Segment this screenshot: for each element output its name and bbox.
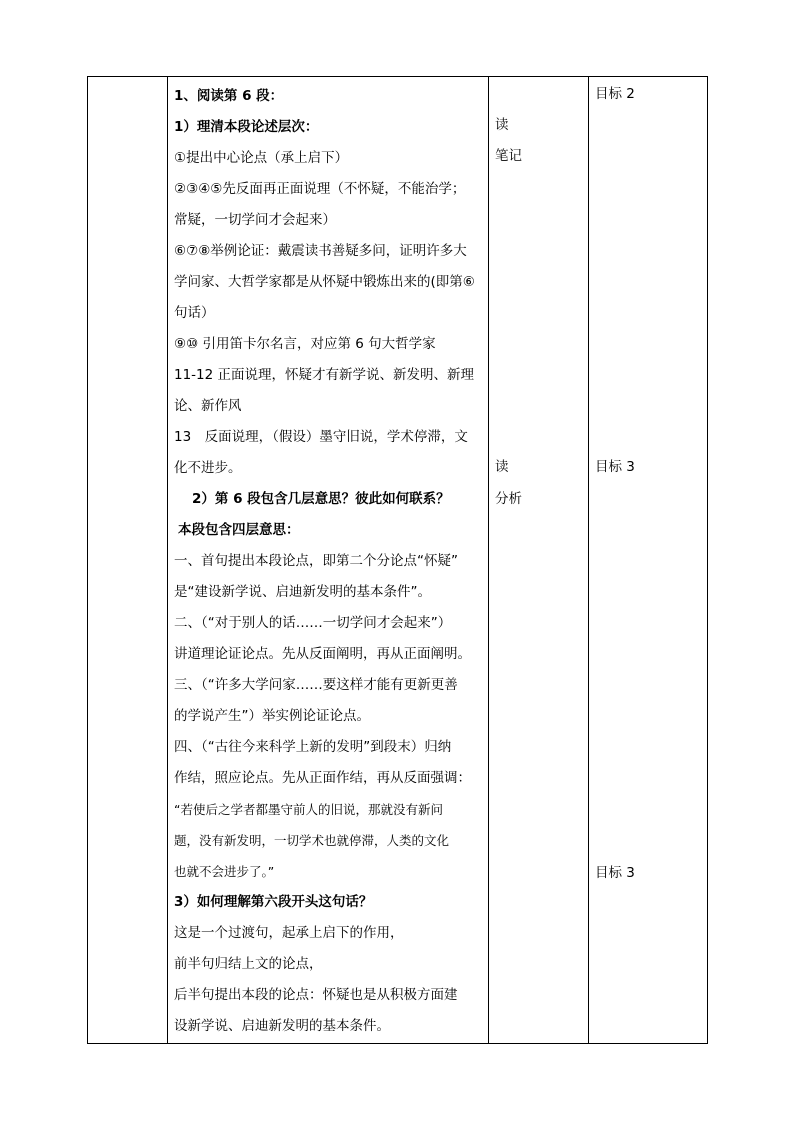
content-line: 13 反面说理，（假设）墨守旧说，学术停滞，文 [174, 429, 468, 445]
content-line: ①提出中心论点（承上启下） [174, 150, 349, 166]
content-line: 的学说产生”）举实例论证论点。 [174, 708, 370, 724]
content-line: 题，没有新发明，一切学术也就停滞，人类的文化 [174, 833, 450, 848]
content-line: 作结，照应论点。先从正面作结，再从反面强调： [174, 770, 471, 786]
goal-cell [589, 77, 708, 1044]
content-line: 也就不会进步了。” [174, 864, 275, 879]
content-line: 学问家、大哲学家都是从怀疑中锻炼出来的(即第⑥ [174, 274, 475, 290]
content-line: 二、（“对于别人的话……一切学问才会起来”） [174, 615, 452, 631]
activity-notes-label: 笔记 [495, 148, 522, 164]
content-line: 1、阅读第 6 段： [174, 88, 284, 104]
content-line: 句话） [174, 305, 215, 321]
content-line: 前半句归结上文的论点， [174, 956, 323, 972]
content-line: 3）如何理解第六段开头这句话？ [174, 894, 373, 910]
content-line: 讲道理论证论点。先从反面阐明，再从正面阐明。 [174, 646, 471, 662]
table-row [88, 77, 708, 1044]
content-line: 一、首句提出本段论点，即第二个分论点“怀疑” [174, 553, 458, 569]
content-line: 常疑，一切学问才会起来） [174, 212, 336, 228]
content-line: 设新学说、启迪新发明的基本条件。 [174, 1018, 390, 1034]
content-line: 化不进步。 [174, 460, 242, 476]
content-line: 这是一个过渡句，起承上启下的作用， [174, 925, 404, 941]
lesson-table [87, 76, 708, 1044]
activity-read-label: 读 [495, 117, 509, 133]
content-line: 四、（“古往今来科学上新的发明”到段末）归纳 [174, 739, 452, 755]
content-line: 论、新作风 [174, 398, 242, 414]
lesson-content [168, 77, 488, 1042]
content-line: 11-12 正面说理，怀疑才有新学说、新发明、新理 [174, 367, 475, 383]
activity-read-label-2: 读 [495, 459, 509, 475]
goal-label-2: 目标 3 [595, 459, 635, 475]
content-line: 本段包含四层意思： [178, 522, 300, 538]
goal-label-1: 目标 2 [595, 86, 635, 102]
content-line: 2）第 6 段包含几层意思？彼此如何联系？ [192, 491, 450, 507]
activity-analysis-label: 分析 [495, 491, 522, 507]
content-line: 1）理清本段论述层次： [174, 119, 319, 135]
goal-label-3: 目标 3 [595, 865, 635, 881]
empty-first-column-cell [88, 77, 168, 1044]
content-line: ⑨⑩ 引用笛卡尔名言，对应第 6 句大哲学家 [174, 336, 436, 352]
content-line: 是“建设新学说、启迪新发明的基本条件”。 [174, 584, 431, 600]
content-line: ⑥⑦⑧举例论证：戴震读书善疑多问，证明许多大 [174, 243, 467, 259]
lesson-content-cell [168, 77, 489, 1044]
content-line: 后半句提出本段的论点：怀疑也是从积极方面建 [174, 987, 458, 1003]
content-line: 三、（“许多大学问家……要这样才能有更新更善 [174, 677, 458, 693]
activity-cell [489, 77, 589, 1044]
content-line: “若使后之学者都墨守前人的旧说，那就没有新问 [174, 802, 443, 817]
content-line: ②③④⑤先反面再正面说理（不怀疑，不能治学； [174, 181, 466, 197]
